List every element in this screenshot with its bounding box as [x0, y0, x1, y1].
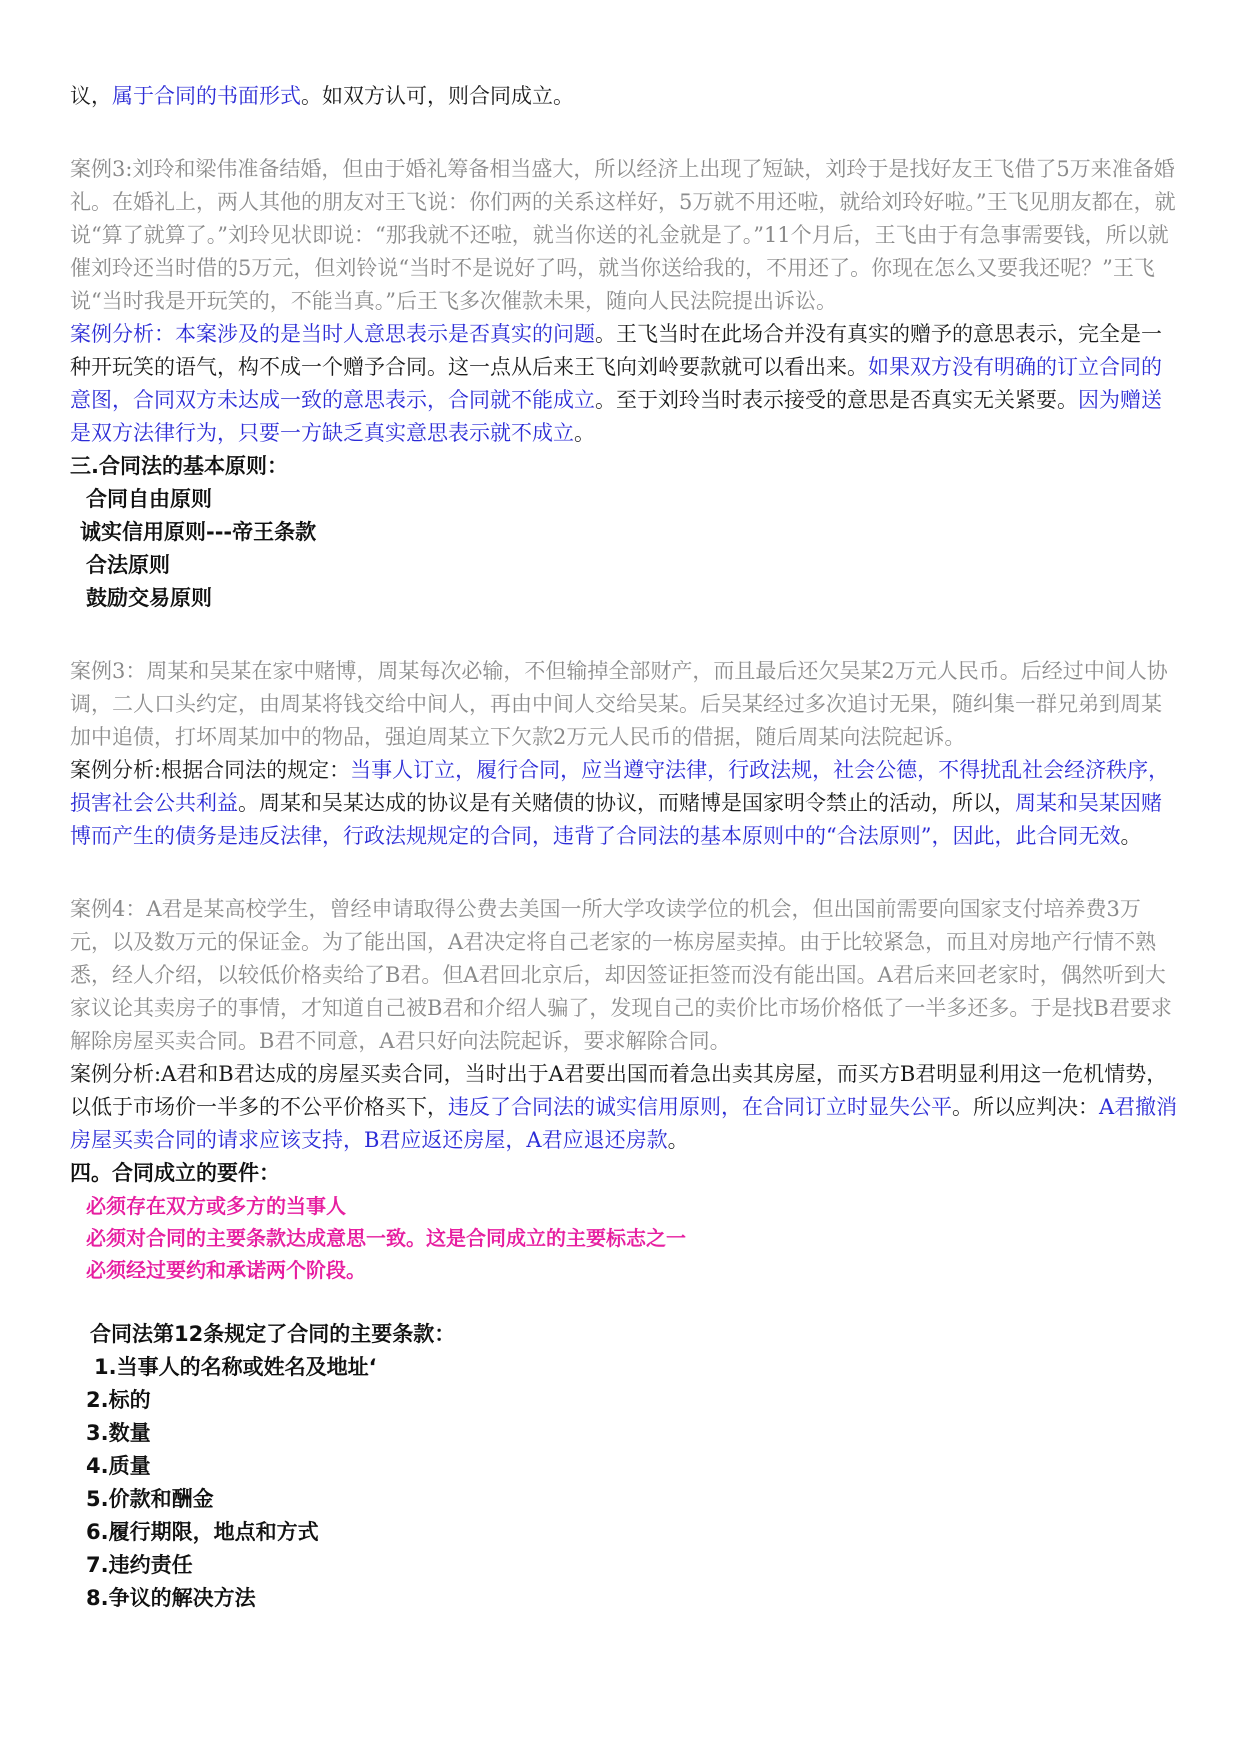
case3b-b2: 当事人订立，履行合同，应当遵守法律，行政法规，社会公德，不得扰乱社会经济秩序，损害社会公共利益 — [70, 758, 1170, 815]
art12-title: 合同法第12条规定了合同的主要条款： — [90, 1322, 456, 1346]
case3a-a5: 因为赠送是双方法律行为，只要一方缺乏真实意思表示就不成立 — [70, 388, 1162, 445]
case3b-analysis — [70, 754, 1180, 853]
case4-text: 案例4：A君是某高校学生，曾经申请取得公费去美国一所大学攻读学位的机会，但出国前需要向国家支付培养费3万元，以及数万元的保证金。为了能出国，A君决定将自己老家的一栋房屋卖掉。由于比较紧急，而且对房地产行情不熟悉，经人介绍，以较低价格卖给了B君。但A君回北京后，却因签证拒签而没有能出国。A君后来回老家时，偶然听到大家议论其卖房子的事情，才知道自己被B君和介绍人骗了，发现自己的卖价比市场价格低了一半多还多。于是找B君要求解除房屋买卖合同。B君不同意，A君只好向法院起诉，要求解除合同。 — [70, 897, 1172, 1053]
intro-text-1: 议， — [70, 84, 112, 108]
intro-highlight: 属于合同的书面形式 — [112, 84, 301, 108]
case3b-b3: 。周某和吴某达成的协议是有关赌债的协议，而赌博是国家明令禁止的活动，所以， — [238, 791, 1015, 815]
document-page — [70, 80, 1180, 1615]
section4-item-2: 必须对合同的主要条款达成意思一致。这是合同成立的主要标志之一 — [86, 1226, 686, 1250]
section4-title: 四。合同成立的要件： — [70, 1161, 280, 1185]
case4-c2: 违反了合同法的诚实信用原则，在合同订立时显失公平 — [448, 1095, 952, 1119]
case3b-b5: 。 — [1120, 824, 1142, 848]
case3b-text: 案例3：周某和吴某在家中赌博，周某每次必输，不但输掉全部财产，而且最后还欠吴某2万元人民币。后经过中间人协调，二人口头约定，由周某将钱交给中间人，再由中间人交给吴某。后吴某经过多次追讨无果，随纠集一群兄弟到周某加中追债，打坏周某加中的物品，强迫周某立下欠款2万元人民币的借据，随后周某向法院起诉。 — [70, 659, 1168, 749]
case4-c1: 案例分析:A君和B君达成的房屋买卖合同，当时出于A君要出国而着急出卖其房屋，而买方B君明显利用这一危机情势，以低于市场价一半多的不公平价格买下， — [70, 1062, 1168, 1119]
case3a-analysis — [70, 318, 1180, 450]
art12-item-3: 3.数量 — [86, 1421, 151, 1445]
case3b-b1: 案例分析:根据合同法的规定： — [70, 758, 351, 782]
intro-text-2: 。如双方认可，则合同成立。 — [301, 84, 574, 108]
case3b-b4: 周某和吴某因赌博而产生的债务是违反法律，行政法规规定的合同，违背了合同法的基本原则中的“合法原则”，因此，此合同无效 — [70, 791, 1162, 848]
case3a-text: 案例3:刘玲和梁伟准备结婚，但由于婚礼筹备相当盛大，所以经济上出现了短缺，刘玲于是找好友王飞借了5万来准备婚礼。在婚礼上，两人其他的朋友对王飞说：你们两的关系这样好，5万就不用还啦，就给刘玲好啦。”王飞见朋友都在，就说“算了就算了。”刘玲见状即说：“那我就不还啦，就当你送的礼金就是了。”11个月后，王飞由于有急事需要钱，所以就催刘玲还当时借的5万元，但刘铃说“当时不是说好了吗，就当你送给我的，不用还了。你现在怎么又要我还呢？”王飞说“当时我是开玩笑的，不能当真。”后王飞多次催款未果，随向人民法院提出诉讼。 — [70, 157, 1176, 313]
case4-c3: 。所以应判决： — [952, 1095, 1099, 1119]
section3-item-2: 诚实信用原则---帝王条款 — [80, 520, 317, 544]
case3a-a4: 。至于刘玲当时表示接受的意思是否真实无关紧要。 — [595, 388, 1078, 412]
art12-item-2: 2.标的 — [86, 1388, 151, 1412]
section3-item-3: 合法原则 — [86, 553, 170, 577]
art12-item-8: 8.争议的解决方法 — [86, 1586, 256, 1610]
art12-item-6: 6.履行期限，地点和方式 — [86, 1520, 319, 1544]
section3-item-1: 合同自由原则 — [86, 487, 212, 511]
art12-item-1: 1.当事人的名称或姓名及地址‘ — [94, 1355, 377, 1379]
art12-item-4: 4.质量 — [86, 1454, 151, 1478]
case4-analysis — [70, 1058, 1180, 1157]
art12-item-7: 7.违约责任 — [86, 1553, 193, 1577]
section4-item-3: 必须经过要约和承诺两个阶段。 — [86, 1258, 366, 1282]
case3a-analysis-label: 案例分析： — [70, 322, 175, 346]
section4-item-1: 必须存在双方或多方的当事人 — [86, 1194, 346, 1218]
case3a-a2: 。王飞当时在此场合并没有真实的赠予的意思表示，完全是一种开玩笑的语气，构不成一个赠予合同。这一点从后来王飞向刘岭要款就可以看出来。 — [70, 322, 1162, 379]
case3a-a1: 本案涉及的是当时人意思表示是否真实的问题 — [175, 322, 595, 346]
case3a-a6: 。 — [574, 421, 595, 445]
section3-title: 三.合同法的基本原则： — [70, 454, 288, 478]
case3a-a3: 如果双方没有明确的订立合同的意图，合同双方未达成一致的意思表示，合同就不能成立 — [70, 355, 1162, 412]
case4-c5: 。 — [667, 1128, 689, 1152]
case4-c4: A君撤消房屋买卖合同的请求应该支持，B君应返还房屋，A君应退还房款 — [70, 1095, 1178, 1152]
section3-item-4: 鼓励交易原则 — [86, 586, 212, 610]
intro-paragraph — [70, 80, 1180, 113]
art12-item-5: 5.价款和酬金 — [86, 1487, 214, 1511]
